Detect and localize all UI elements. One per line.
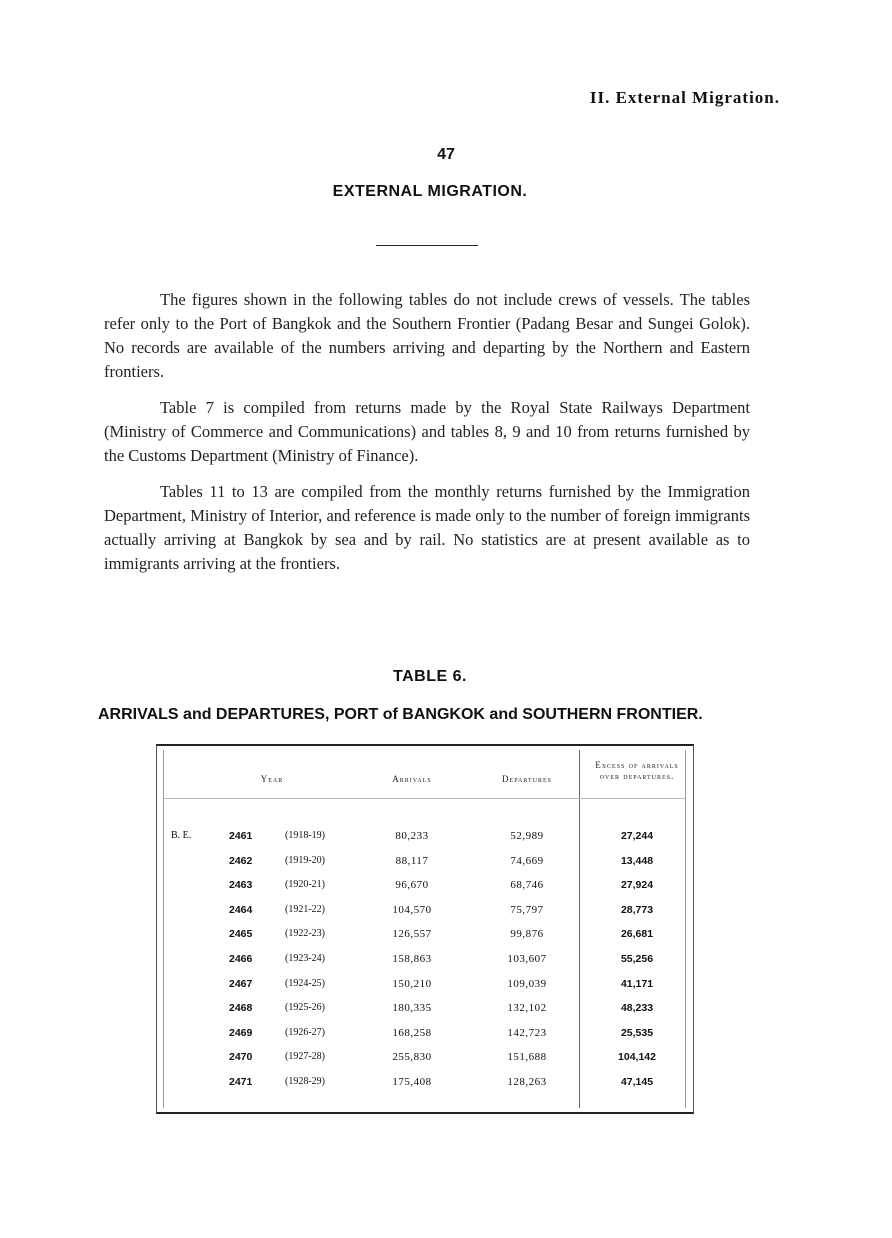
period-cell: (1927-28) bbox=[285, 1051, 325, 1063]
excess-cell: 55,256 bbox=[620, 953, 654, 965]
departures-cell: 142,723 bbox=[507, 1026, 547, 1039]
arrivals-cell: 104,570 bbox=[392, 903, 432, 916]
year-cell: 2468 bbox=[229, 1002, 253, 1015]
year-cell: 2461 bbox=[229, 830, 253, 842]
excess-cell: 27,244 bbox=[620, 830, 654, 842]
year-cell: 2471 bbox=[229, 1076, 253, 1088]
year-cell: 2470 bbox=[229, 1051, 253, 1064]
year-cell: 2466 bbox=[229, 953, 253, 965]
period-cell: (1924-25) bbox=[285, 977, 325, 989]
period-cell: (1922-23) bbox=[285, 928, 325, 940]
body-text bbox=[104, 288, 750, 588]
period-cell: (1921-22) bbox=[285, 903, 325, 915]
excess-cell: 48,233 bbox=[620, 1002, 654, 1015]
departures-cell: 151,688 bbox=[507, 1051, 547, 1064]
arrivals-cell: 158,863 bbox=[392, 953, 432, 965]
year-cell: 2464 bbox=[229, 903, 253, 916]
period-cell: (1928-29) bbox=[285, 1076, 325, 1087]
arrivals-cell: 180,335 bbox=[392, 1002, 432, 1015]
year-cell: 2467 bbox=[229, 977, 253, 990]
departures-cell: 128,263 bbox=[507, 1076, 547, 1088]
era-label: B. E. bbox=[171, 830, 192, 841]
table-row bbox=[157, 928, 695, 948]
col-header-year: Year bbox=[260, 774, 284, 784]
arrivals-cell: 255,830 bbox=[392, 1051, 432, 1064]
departures-cell: 68,746 bbox=[510, 879, 544, 892]
paragraph: Table 7 is compiled from returns made by the Royal State Railways Department (Ministry of Commerce and Communications) and tables 8, 9 and 10 from returns furnished by the Customs Department (Ministry of Finance). bbox=[104, 398, 750, 465]
departures-cell: 75,797 bbox=[510, 903, 544, 916]
header-divider bbox=[163, 798, 685, 799]
paragraph: The figures shown in the following tables do not include crews of vessels. The tables refer only to the Port of Bangkok and the Southern Frontier (Padang Besar and Sungei Golok). No records are available of the numbers arriving and departing by the Northern and Eastern frontiers. bbox=[104, 290, 750, 381]
table-row bbox=[157, 830, 695, 850]
excess-cell: 25,535 bbox=[620, 1026, 654, 1039]
col-header-departures: Departures bbox=[502, 774, 552, 784]
page-title: EXTERNAL MIGRATION. bbox=[332, 183, 528, 200]
period-cell: (1923-24) bbox=[285, 953, 325, 964]
departures-cell: 103,607 bbox=[507, 953, 547, 965]
table-row bbox=[157, 879, 695, 899]
col-header-excess: Excess of arrivals over departures. bbox=[595, 760, 679, 781]
arrivals-cell: 175,408 bbox=[392, 1076, 432, 1088]
departures-cell: 74,669 bbox=[510, 854, 544, 867]
excess-cell: 47,145 bbox=[620, 1076, 654, 1088]
excess-cell: 27,924 bbox=[620, 879, 654, 892]
table-row bbox=[157, 1002, 695, 1022]
period-cell: (1925-26) bbox=[285, 1002, 325, 1014]
col-header-arrivals: Arrivals bbox=[392, 774, 432, 784]
departures-cell: 132,102 bbox=[507, 1002, 547, 1015]
arrivals-cell: 126,557 bbox=[392, 928, 432, 941]
arrivals-cell: 150,210 bbox=[392, 977, 432, 990]
page-number: 47 bbox=[437, 146, 455, 163]
excess-cell: 26,681 bbox=[620, 928, 654, 941]
excess-cell: 41,171 bbox=[620, 977, 654, 990]
year-cell: 2465 bbox=[229, 928, 253, 941]
departures-cell: 52,989 bbox=[510, 830, 544, 842]
table-row bbox=[157, 904, 695, 924]
table-row bbox=[157, 1076, 695, 1096]
table-caption: ARRIVALS and DEPARTURES, PORT of BANGKOK and SOUTHERN FRONTIER. bbox=[98, 706, 703, 723]
period-cell: (1919-20) bbox=[285, 854, 325, 866]
period-cell: (1920-21) bbox=[285, 879, 325, 891]
paragraph: Tables 11 to 13 are compiled from the monthly returns furnished by the Immigration Department, Ministry of Interior, and reference is made only to the number of foreign immigrants actually arriving at Bangkok by sea and by rail. No statistics are at present available as to immigrants arriving at the frontiers. bbox=[104, 482, 750, 573]
year-cell: 2469 bbox=[229, 1026, 253, 1039]
running-head: II. External Migration. bbox=[589, 88, 780, 107]
arrivals-cell: 96,670 bbox=[395, 879, 429, 892]
period-cell: (1926-27) bbox=[285, 1026, 325, 1038]
departures-cell: 99,876 bbox=[510, 928, 544, 941]
arrivals-cell: 88,117 bbox=[395, 854, 429, 867]
period-cell: (1918-19) bbox=[285, 830, 325, 841]
data-table bbox=[156, 744, 694, 1114]
departures-cell: 109,039 bbox=[507, 977, 547, 990]
year-cell: 2463 bbox=[229, 879, 253, 892]
table-row bbox=[157, 1027, 695, 1047]
table-row bbox=[157, 978, 695, 998]
excess-cell: 13,448 bbox=[620, 854, 654, 867]
excess-cell: 28,773 bbox=[620, 903, 654, 916]
title-rule bbox=[376, 245, 478, 246]
table-row bbox=[157, 953, 695, 973]
year-cell: 2462 bbox=[229, 854, 253, 867]
table-label: TABLE 6. bbox=[393, 668, 467, 685]
arrivals-cell: 168,258 bbox=[392, 1026, 432, 1039]
table-row bbox=[157, 1051, 695, 1071]
table-row bbox=[157, 855, 695, 875]
excess-cell: 104,142 bbox=[618, 1051, 656, 1064]
arrivals-cell: 80,233 bbox=[395, 830, 429, 842]
